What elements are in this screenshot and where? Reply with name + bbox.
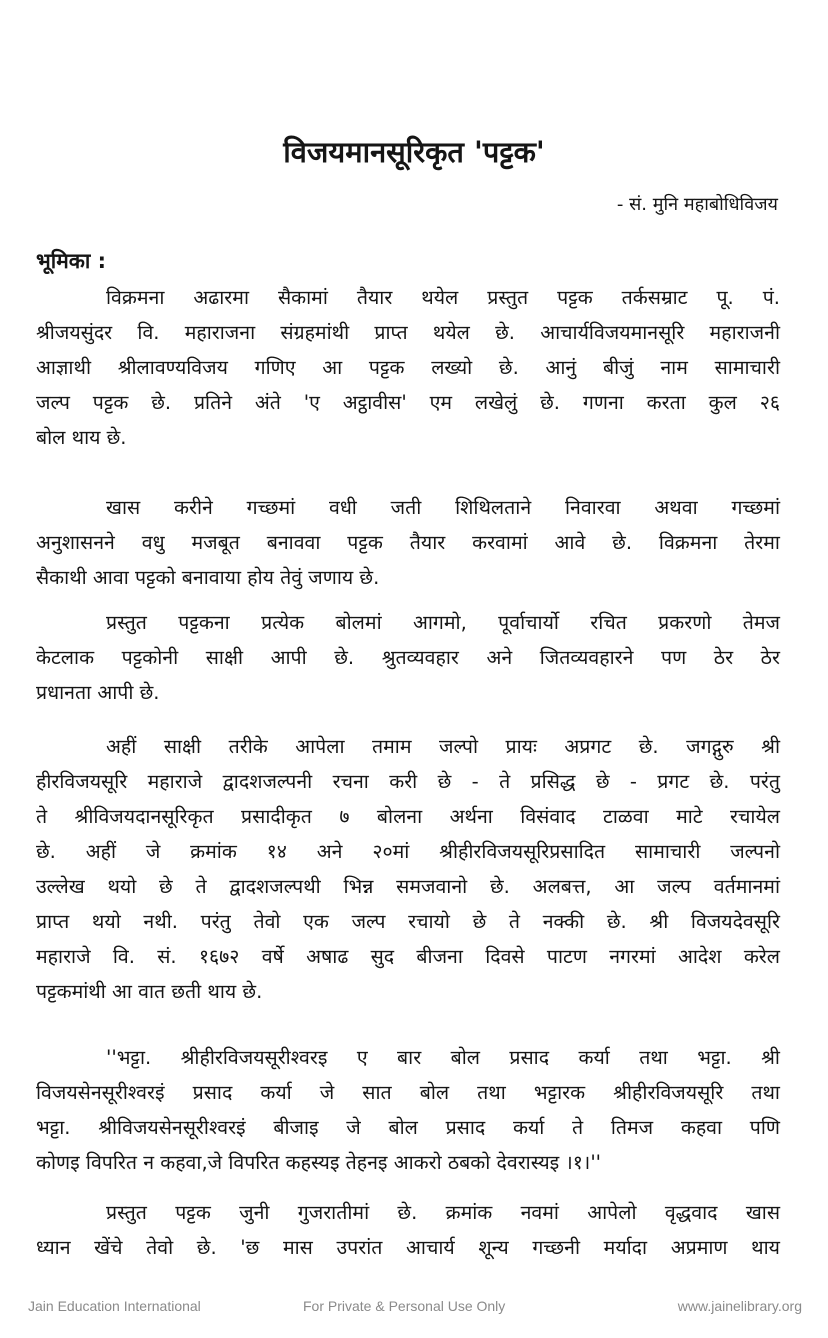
text-line: भट्टा. श्रीविजयसेनसूरीश्वरइं बीजाइ जे बोल प्रसाद कर्या ते तिमज कहवा पणि: [36, 1116, 780, 1139]
text-line: विक्रमना अढारमा सैकामां तैयार थयेल प्रस्तुत पट्टक तर्कसम्राट पू. पं.: [106, 286, 780, 309]
text-line: खास करीने गच्छमां वधी जती शिथिलताने निवारवा अथवा गच्छमां: [106, 496, 780, 519]
text-line: प्रस्तुत पट्टक जुनी गुजरातीमां छे. क्रमांक नवमां आपेलो वृद्धवाद खास: [106, 1201, 780, 1224]
text-line: प्राप्त थयो नथी. परंतु तेवो एक जल्प रचायो छे ते नक्की छे. श्री विजयदेवसूरि: [36, 910, 780, 933]
text-line: बोल थाय छे.: [36, 426, 127, 449]
text-line: ध्यान खेंचे तेवो छे. 'छ मास उपरांत आचार्य शून्य गच्छनी मर्यादा अप्रमाण थाय: [36, 1236, 780, 1259]
author-credit: - सं. मुनि महाबोधिविजय: [616, 194, 778, 215]
text-line: हीरविजयसूरि महाराजे द्वादशजल्पनी रचना करी छे - ते प्रसिद्ध छे - प्रगट छे. परंतु: [36, 770, 780, 793]
text-line: विजयसेनसूरीश्वरइं प्रसाद कर्या जे सात बोल तथा भट्टारक श्रीहीरविजयसूरि तथा: [36, 1081, 780, 1104]
text-line: सैकाथी आवा पट्टको बनावाया होय तेवुं जणाय छे.: [36, 566, 380, 589]
paragraph-6: [36, 1195, 780, 1265]
text-line: प्रस्तुत पट्टकना प्रत्येक बोलमां आगमो, पूर्वाचार्यो रचित प्रकरणो तेमज: [106, 611, 780, 634]
text-line: प्रधानता आपी छे.: [36, 681, 160, 704]
paragraph-1: [36, 280, 780, 455]
text-line: आज्ञाथी श्रीलावण्यविजय गणिए आ पट्टक लख्यो छे. आनुं बीजुं नाम सामाचारी: [36, 356, 780, 379]
quotation-paragraph: [36, 1040, 780, 1180]
text-line: महाराजे वि. सं. १६७२ वर्षे अषाढ सुद बीजना दिवसे पाटण नगरमां आदेश करेल: [36, 945, 780, 968]
footer-publisher: Jain Education International: [28, 1298, 201, 1314]
footer-usage-notice: For Private & Personal Use Only: [303, 1298, 506, 1314]
paragraph-2: [36, 490, 780, 595]
text-line: ''भट्टा. श्रीहीरविजयसूरीश्वरइ ए बार बोल प्रसाद कर्या तथा भट्टा. श्री: [106, 1046, 780, 1069]
text-line: ते श्रीविजयदानसूरिकृत प्रसादीकृत ७ बोलना अर्थना विसंवाद टाळवा माटे रचायेल: [36, 805, 780, 828]
text-line: श्रीजयसुंदर वि. महाराजना संग्रहमांथी प्राप्त थयेल छे. आचार्यविजयमानसूरि महाराजनी: [36, 321, 780, 344]
text-line: कोणइ विपरित न कहवा,जे विपरित कहस्यइ तेहनइ आकरो ठबको देवरास्यइ ।१।'': [36, 1151, 602, 1174]
page-title: विजयमानसूरिकृत 'पट्टक': [283, 135, 545, 169]
paragraph-4: [36, 729, 780, 1009]
footer-website-link[interactable]: www.jainelibrary.org: [677, 1298, 802, 1314]
text-line: पट्टकमांथी आ वात छती थाय छे.: [36, 980, 263, 1003]
text-line: जल्प पट्टक छे. प्रतिने अंते 'ए अट्ठावीस' एम लखेलुं छे. गणना करता कुल २६: [36, 391, 780, 414]
text-line: छे. अहीं जे क्रमांक १४ अने २०मां श्रीहीरविजयसूरिप्रसादित सामाचारी जल्पनो: [36, 840, 780, 863]
text-line: अहीं साक्षी तरीके आपेला तमाम जल्पो प्रायः अप्रगट छे. जगद्गुरु श्री: [106, 735, 780, 758]
text-line: केटलाक पट्टकोनी साक्षी आपी छे. श्रुतव्यवहार अने जितव्यवहारने पण ठेर ठेर: [36, 646, 780, 669]
text-line: उल्लेख थयो छे ते द्वादशजल्पथी भिन्न समजवानो छे. अलबत्त, आ जल्प वर्तमानमां: [36, 875, 780, 898]
section-heading: भूमिका :: [36, 249, 107, 273]
text-line: अनुशासनने वधु मजबूत बनाववा पट्टक तैयार करवामां आवे छे. विक्रमना तेरमा: [36, 531, 780, 554]
paragraph-3: [36, 605, 780, 710]
